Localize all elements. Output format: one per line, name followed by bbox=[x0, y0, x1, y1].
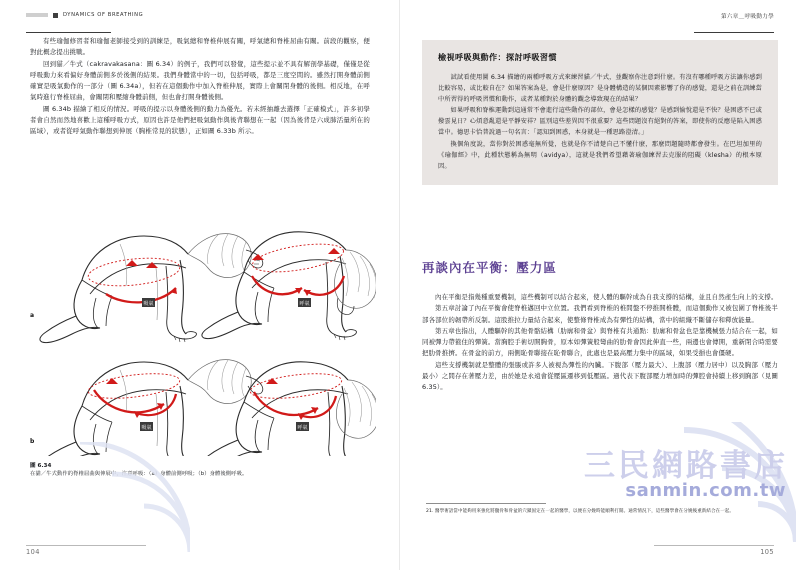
callout-paragraph-3: 換個角度說，當你對於困惑毫無所覺，也就是你不清楚自己不懂什麼，那麼問題隨時都會發生。在巴坦加里的《瑜伽經》中，此種狀態稱為無明（avidya），這就是我們希望藉著瑜伽練習去克服的阻礙（klesha）的根本原因。 bbox=[438, 140, 762, 170]
left-folio-rule bbox=[26, 545, 146, 546]
left-paragraph-3: 圖 6.34b 描繪了相反的情況。呼吸的提示以身體後側的動力為優先。若未經抽離去選擇「正確模式」，許多初學者會自然而然地喜歡上這種呼吸方式，原因也許是他們把吸氣動作與後背聯想在一起（因為後背是六成肺活量所在的區域），或者從呼氣動作聯想到伸展（胸椎常見的狀態），正如圖 6.33b 所示。 bbox=[30, 104, 370, 136]
figure-row-label-a: a bbox=[30, 312, 35, 319]
footnote-rule bbox=[426, 503, 546, 504]
svg-text:呼氣: 呼氣 bbox=[299, 301, 310, 307]
running-head-left bbox=[26, 12, 143, 18]
svg-text:吸氣: 吸氣 bbox=[143, 301, 154, 307]
running-head-right-rule bbox=[694, 32, 774, 33]
figure-caption-text: 在貓／牛式動作的脊椎屈曲與伸展中，注意呼吸：（a）身體前側呼吸；（b）身體後側呼吸。 bbox=[30, 471, 248, 477]
right-paragraph-3: 第五章也指出，人體驅幹的其他骨骼結構（肋廓和骨盆）與脊椎有共通點：肋廓和骨盆也是靠機械張力結合在一起，如同被彈力帶箍住的彈簧。當胸腔手術切開胸骨，原本如彈簧般彎曲的肋骨會因此伸直一些，兩邊也會傳開，重新閉合時需要把肋骨推擠。在骨盆的前方，兩側恥骨聯接在恥骨聯合，此處也是最高壓力集中的區域，如果受損也會僵硬。 bbox=[422, 326, 778, 358]
running-head-left-rule bbox=[26, 32, 111, 33]
watermark bbox=[466, 422, 796, 542]
running-head-right-label: 第六章＿呼吸動力學 bbox=[720, 14, 774, 20]
right-body-column bbox=[422, 292, 778, 394]
callout-box-title: 檢視呼吸與動作：探討呼吸習慣 bbox=[438, 52, 557, 62]
figure-6-34-illustration bbox=[26, 196, 376, 456]
watermark-domain: sanmin.com.tw bbox=[625, 480, 786, 501]
svg-text:呼氣: 呼氣 bbox=[297, 425, 308, 431]
callout-paragraph-1: 試試看使用圖 6.34 描繪的兩種呼吸方式來練習貓／牛式，並觀察你注意到什麼。有沒有哪種呼吸方法讓你感到比較容易，或比較自在？如果答案為是，會是什麼原因？是身體構造的某個因素影響了你的感覺，還是之前在訓練當中所習得的呼吸習慣和動作，或者某種對於身體的觀念導致現在的結果？ bbox=[438, 74, 762, 104]
right-page bbox=[400, 0, 800, 570]
running-head-right bbox=[721, 12, 774, 20]
right-paragraph-2: 第五章討論了內在平衡會使脊椎邁回中立位置。我們看到脊椎的椎間盤不停推開椎體，而這個動作又被包圍了脊椎後半部各部位的韌帶所反制。這股推拉力量結合起來，使整條脊椎成為有彈性的結構，當中的組織不斷儲存和釋放能量。 bbox=[422, 304, 778, 324]
figure-caption bbox=[30, 462, 370, 478]
running-head-left-label: DYNAMICS OF BREATHING bbox=[63, 12, 144, 18]
footnote-number: 21. bbox=[426, 509, 434, 514]
running-head-dash-icon bbox=[26, 13, 48, 17]
figure-panel-a-left bbox=[40, 234, 263, 343]
watermark-chinese: 三民網路書店 bbox=[584, 448, 788, 484]
left-paragraph-1: 有些瑜伽修習者和瑜伽老師接受到的訓練是，吸氣總和脊椎伸展有關，呼氣總和脊椎屈曲有關。前段的觀察，便對此概念提出挑戰。 bbox=[30, 37, 370, 57]
figure-panel-b-left bbox=[40, 360, 263, 456]
footnote bbox=[426, 508, 774, 515]
figure-panel-a-right bbox=[202, 232, 376, 340]
right-paragraph-1: 內在平衡是指幾種重要機制，這些機制可以結合起來，使人體的驅幹成為自我支撐的結構，並且自然產生向上的支撐。 bbox=[435, 293, 778, 301]
section-heading: 再談內在平衡：壓力區 bbox=[422, 260, 557, 275]
left-body-column bbox=[30, 36, 370, 138]
svg-text:吸氣: 吸氣 bbox=[141, 425, 152, 431]
figure-panel-b-right bbox=[202, 362, 376, 456]
running-head-square-icon bbox=[53, 13, 58, 18]
right-folio-rule bbox=[654, 545, 774, 546]
right-folio: 105 bbox=[760, 548, 774, 556]
footnote-text: 醫學術語當中能夠用來強化將髖骨和骨盆的穴鎖固定在一起的醫學，以便在分娩時能順利打開。通常情況下，這些醫學會在分娩後重新結合在一起。 bbox=[435, 509, 734, 514]
left-folio: 104 bbox=[26, 548, 40, 556]
right-paragraph-4: 這些支撐機制就是整體的張脹或許多人被視為彈性的內臟。下腹部（壓力最大）、上腹部（壓力居中）以及胸部（壓力最小）之間存在著壓力差，由於她是永遠會從壓區遷移到低壓區。過代表下腹部壓力增加時的彈腔會持續上移到胸部（見圖 6.35）。 bbox=[422, 360, 778, 392]
watermark-arcs-left bbox=[0, 442, 190, 552]
figure-number: 圖 6.34 bbox=[30, 463, 52, 469]
watermark-arcs-icon bbox=[466, 422, 796, 542]
callout-paragraph-2: 如果呼吸和脊椎運動到這通常不會進行這些動作的部位，會是怎樣的感覺？是感到愉悅還是不快？是困惑不已或撥雲見日？心煩意亂還是平靜安祥？區別這些差異因不很重要？這些問題沒有絕對的答案，即使你的反應是陷入困惑當中。德思卡恰普說過一句名言：「認知到困惑，本身就是一種思路澄清。」 bbox=[438, 107, 762, 137]
callout-box bbox=[422, 40, 778, 185]
cat-cow-figure-svg bbox=[26, 196, 376, 456]
left-paragraph-2: 回到貓／牛式（cakravakasana：圖 6.34）的例子，我們可以發覺，這些提示並不具有解剖學基礎，僅僅是從呼吸動力來看偏好身體前側多於後側的結果。我們身體當中的一切，包括呼吸，都是三度空間的。雖然打開身體前側確實是吸氣動作的一部分（圖 6.34a），但若在這個動作中加入脊椎伸展，實際上會關閉身體的後側。相反地，在呼氣時進行脊椎屈曲，會關閉和壓縮身體前側，但也會打開身體後側。 bbox=[30, 59, 370, 102]
figure-row-label-b: b bbox=[30, 438, 35, 445]
